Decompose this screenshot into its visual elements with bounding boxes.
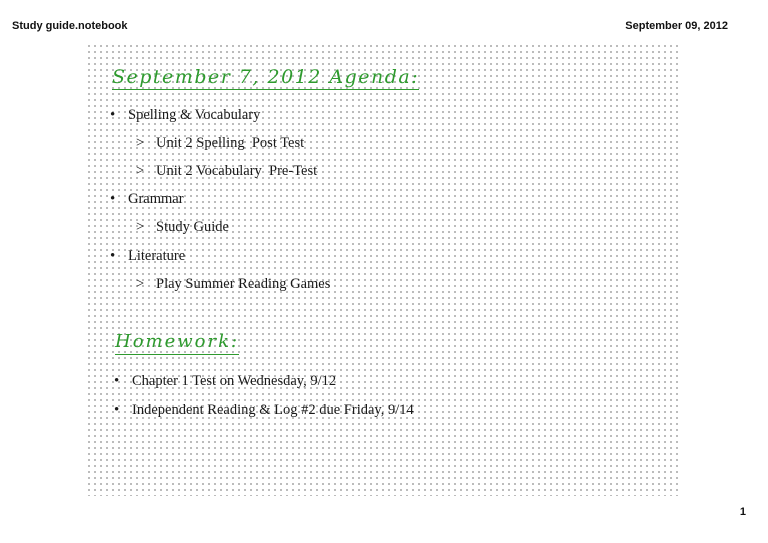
agenda-subitem-label: Unit 2 Vocabulary Pre-Test bbox=[156, 163, 318, 179]
chevron-right-icon: > bbox=[136, 219, 145, 235]
homework-item bbox=[114, 401, 414, 419]
chevron-right-icon: > bbox=[136, 163, 145, 179]
agenda-subitem bbox=[136, 134, 304, 152]
page-number: 1 bbox=[739, 506, 746, 518]
bullet-icon: • bbox=[110, 191, 116, 207]
agenda-item-label: Spelling & Vocabulary bbox=[128, 107, 261, 123]
agenda-item bbox=[110, 190, 184, 208]
agenda-subitem bbox=[136, 275, 330, 293]
document-filename: Study guide.notebook bbox=[12, 20, 128, 32]
document-date: September 09, 2012 bbox=[625, 20, 728, 32]
agenda-subitem-label: Unit 2 Spelling Post Test bbox=[156, 135, 305, 151]
agenda-subitem bbox=[136, 218, 229, 236]
agenda-subitem-label: Study Guide bbox=[156, 219, 229, 235]
homework-item-label: Chapter 1 Test on Wednesday, 9/12 bbox=[132, 373, 337, 389]
homework-heading: Homework: bbox=[115, 331, 239, 355]
chevron-right-icon: > bbox=[136, 135, 145, 151]
agenda-item-label: Literature bbox=[128, 248, 186, 264]
agenda-heading: September 7, 2012 Agenda: bbox=[112, 66, 420, 88]
bullet-icon: • bbox=[110, 107, 116, 123]
agenda-subitem bbox=[136, 162, 317, 180]
bullet-icon: • bbox=[110, 248, 116, 264]
agenda-item bbox=[110, 106, 260, 124]
agenda-item bbox=[110, 247, 185, 265]
agenda-subitem-label: Play Summer Reading Games bbox=[156, 276, 331, 292]
homework-item bbox=[114, 372, 336, 390]
agenda-item-label: Grammar bbox=[128, 191, 184, 207]
bullet-icon: • bbox=[114, 373, 120, 389]
homework-item-label: Independent Reading & Log #2 due Friday, 9/14 bbox=[132, 402, 414, 418]
chevron-right-icon: > bbox=[136, 276, 145, 292]
bullet-icon: • bbox=[114, 402, 120, 418]
